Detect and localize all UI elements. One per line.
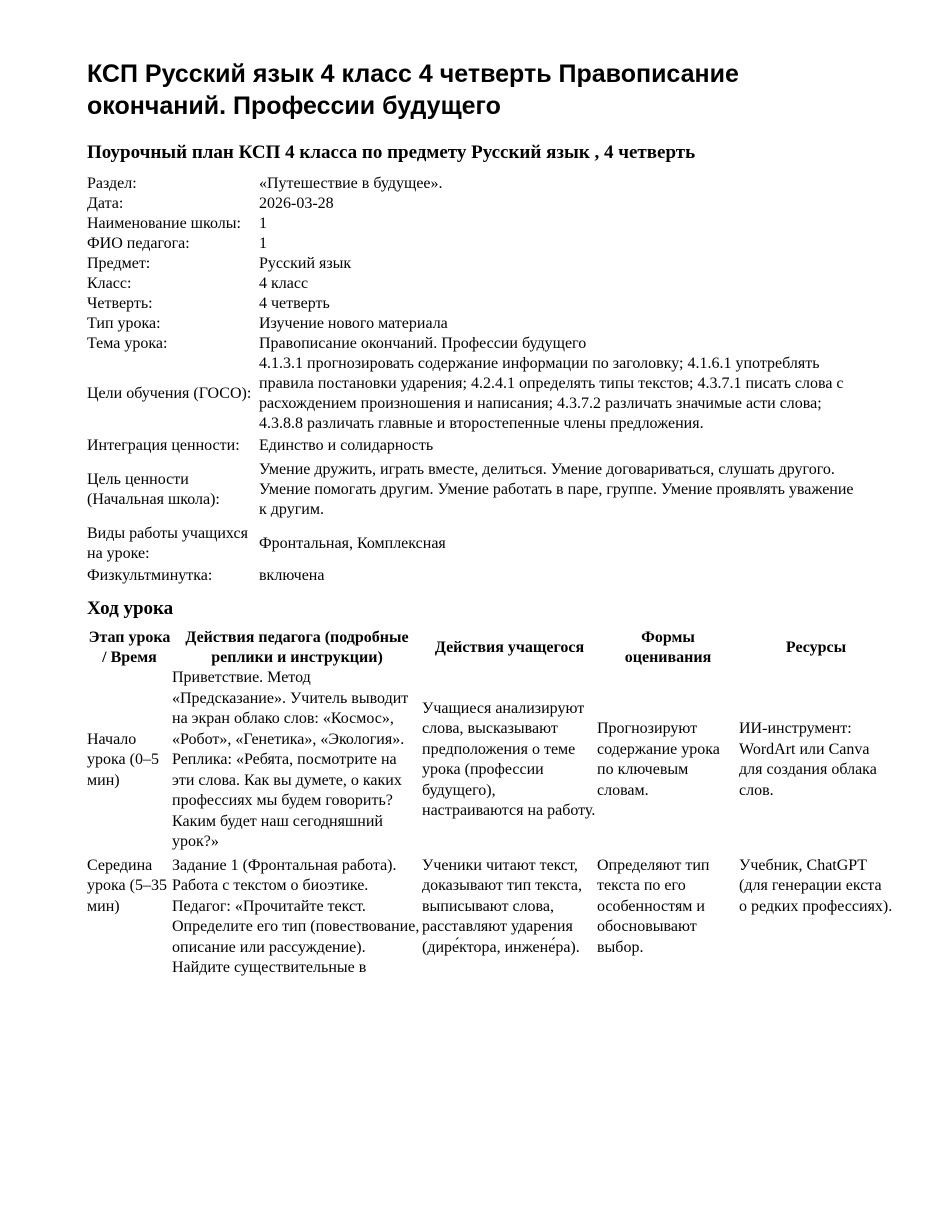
column-header-teacher: Действия педагога (подробные реплики и инструкции) (185, 629, 409, 666)
info-row (87, 234, 865, 254)
info-value: 1 (259, 215, 267, 232)
info-key: Раздел: (87, 175, 137, 192)
info-key: Виды работы учащихся на уроке: (87, 525, 248, 562)
info-value: 4.1.3.1 прогнозировать содержание информации по заголовку; 4.1.6.1 употреблять правила постановки ударения; 4.2.4.1 определять типы текстов; 4.3.7.1 писать слова с расхождением произношения и написания; 4.3.7.2 различать значимые асти слова; 4.3.8.8 различать главные и второстепенные члены предложения. (259, 355, 844, 432)
lesson-flow-table (87, 628, 893, 979)
info-row (87, 174, 865, 194)
info-key: Цель ценности (Начальная школа): (87, 471, 220, 508)
info-value: Изучение нового материала (259, 315, 448, 332)
info-key: Наименование школы: (87, 215, 241, 232)
info-value: Русский язык (259, 255, 352, 272)
info-value: 1 (259, 235, 267, 252)
info-row (87, 434, 865, 458)
table-cell: Задание 1 (Фронтальная работа). Работа с текстом о биоэтике. Педагог: «Прочитайте текст. Определите его тип (повествование, описание или рассуждение). Найдите существительные в (172, 856, 420, 976)
info-value: Фронтальная, Комплексная (259, 535, 446, 552)
plan-subtitle: Поурочный план КСП 4 класса по предмету Русский язык , 4 четверть (87, 142, 696, 163)
table-row (87, 668, 893, 853)
table-cell: Приветствие. Метод «Предсказание». Учитель выводит на экран облако слов: «Космос», «Робот», «Генетика», «Экология». Реплика: «Ребята, посмотрите на эти слова. Как вы думете, о каких профессиях мы будем говорить? Каким будет наш сегодняшний урок?» (172, 669, 409, 850)
info-row (87, 294, 865, 314)
table-cell: Учебник, ChatGPT (для генерации екста о редких профессиях). (739, 856, 893, 915)
info-value: включена (259, 567, 325, 584)
lesson-info-table (87, 174, 865, 586)
info-key: Физкультминутка: (87, 567, 213, 584)
info-row (87, 566, 865, 586)
info-value: 4 класс (259, 275, 309, 292)
table-cell: Ученики читают текст, доказывают тип текста, выписывают слова, расставляют ударения (дире́ктора, инжене́ра). (422, 856, 582, 956)
info-key: Четверть: (87, 295, 153, 312)
info-key: Дата: (87, 195, 124, 212)
info-key: Класс: (87, 275, 132, 292)
info-value: Правописание окончаний. Профессии будущего (259, 335, 587, 352)
lesson-flow-heading: Ход урока (87, 598, 174, 619)
table-cell: Начало урока (0–5 мин) (87, 730, 159, 789)
info-row (87, 214, 865, 234)
info-value: Умение дружить, играть вместе, делиться. Умение договариваться, слушать другого. Умение помогать другим. Умение работать в паре, группе. Умение проявлять уважение к другим. (259, 461, 854, 518)
table-cell: ИИ-инструмент: WordArt или Canva для создания облака слов. (739, 720, 877, 799)
document-title: КСП Русский язык 4 класс 4 четверть Правописание окончаний. Профессии будущего (87, 60, 739, 120)
table-cell: Учащиеся анализируют слова, высказывают предположения о теме урока (профессии будущего), настраиваются на работу. (422, 699, 596, 820)
info-row (87, 458, 865, 522)
info-row (87, 522, 865, 566)
column-header-resources: Ресурсы (785, 639, 847, 656)
table-cell: Прогнозируют содержание урока по ключевым словам. (597, 720, 720, 799)
info-row (87, 314, 865, 334)
info-row (87, 194, 865, 214)
info-row (87, 274, 865, 294)
table-cell: Середина урока (5–35 мин) (87, 856, 167, 915)
info-row (87, 254, 865, 274)
column-header-stage: Этап урока / Время (88, 629, 171, 666)
info-value: 4 четверть (259, 295, 330, 312)
info-key: Интеграция ценности: (87, 437, 240, 454)
table-cell: Определяют тип текста по его особенностям и обосновывают выбор. (597, 856, 710, 956)
info-key: Цели обучения (ГОСО): (87, 385, 252, 402)
info-key: Тема урока: (87, 335, 168, 352)
info-key: ФИО педагога: (87, 235, 190, 252)
info-key: Тип урока: (87, 315, 161, 332)
info-key: Предмет: (87, 255, 151, 272)
column-header-assessment: Формы оценивания (624, 629, 712, 666)
info-value: «Путешествие в будущее». (259, 175, 443, 192)
table-header-row (87, 628, 893, 668)
info-value: 2026-03-28 (259, 195, 334, 212)
info-value: Единство и солидарность (259, 437, 434, 454)
info-row (87, 334, 865, 354)
table-row (87, 853, 893, 979)
column-header-student: Действия учащегося (434, 639, 585, 656)
info-row (87, 354, 865, 434)
